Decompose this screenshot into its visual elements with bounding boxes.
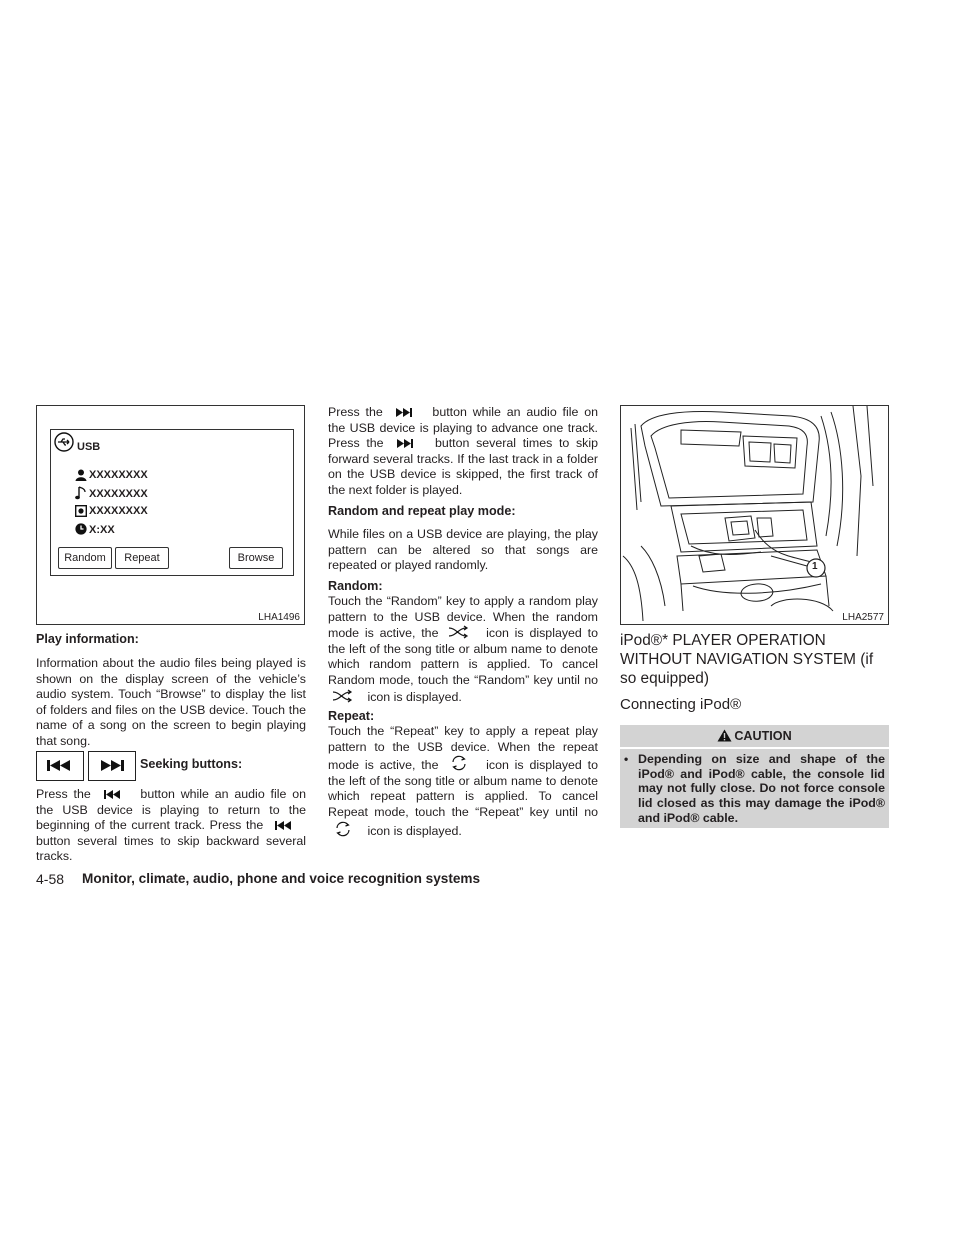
skip-back-inline-icon <box>103 789 121 800</box>
repeat-icon <box>334 821 352 837</box>
random-button[interactable]: Random <box>58 547 112 569</box>
console-illustration <box>620 405 889 625</box>
console-drawing <box>621 406 889 625</box>
browse-button[interactable]: Browse <box>229 547 283 569</box>
bullet-icon: • <box>624 752 629 766</box>
song-name: XXXXXXXX <box>89 488 148 500</box>
usb-display-figure <box>36 405 305 625</box>
skip-forward-inline-icon <box>396 438 414 449</box>
random-text: Touch the “Random” key to apply a random play pattern to the USB device. When the random mode is active, the icon is displayed to the left of the song title or album name to denote which random pattern is applied. To cancel Random mode, touch the “Random” key until no icon is displayed. <box>328 594 598 704</box>
random-heading: Random: <box>328 579 383 593</box>
random-icon <box>448 625 470 639</box>
seek-back-button <box>36 751 84 781</box>
skip-forward-icon <box>89 752 134 779</box>
fast-forward-text: Press the button while an audio file on the USB device is playing to advance one track. Press the button several times to skip forward several tracks. If the last track in a folder on the USB device is skipped, the first track of the next folder is played. <box>328 405 599 497</box>
usb-screen <box>50 429 294 576</box>
page-number: 4-58 <box>36 871 65 887</box>
play-info-text: Information about the audio files being played is shown on the display screen of the vehicle’s audio system. Touch “Browse” to display the list of folders and files on the USB device. Touch the name of a song on the screen to begin playing that song. <box>36 656 306 748</box>
album-name: XXXXXXXX <box>89 505 148 517</box>
music-note-icon <box>75 486 87 500</box>
figure-label: LHA1496 <box>258 612 300 623</box>
usb-icon <box>54 432 74 452</box>
chapter-title: Monitor, climate, audio, phone and voice recognition systems <box>82 871 481 886</box>
skip-back-inline-icon <box>274 820 292 831</box>
seek-text: Press the button while an audio file on the USB device is playing to return to the beginning of the current track. Press the button several times to skip backward several tracks. <box>36 787 306 864</box>
caution-header <box>620 725 889 745</box>
caution-divider <box>620 747 889 749</box>
caution-text: Depending on size and shape of the iPod® and iPod® cable, the console lid may not fully close. Do not force console lid closed as this may damage the iPod® and iPod® cable. <box>638 752 885 825</box>
repeat-icon <box>450 755 468 771</box>
artist-icon <box>75 469 87 481</box>
clock-icon <box>75 523 87 535</box>
album-icon <box>75 505 87 517</box>
caution-heading: CAUTION <box>734 729 792 743</box>
repeat-heading: Repeat: <box>328 709 375 723</box>
figure-label: LHA2577 <box>842 612 884 623</box>
play-time: X:XX <box>89 524 115 536</box>
play-info-heading: Play information: <box>36 632 139 646</box>
repeat-text: Touch the “Repeat” key to apply a repeat play pattern to the USB device. When the repeat mode is active, the icon is displayed to the left of the song title or album name to denote which repeat pattern is applied. To cancel Repeat mode, touch the “Repeat” key until no icon is displayed. <box>328 724 598 838</box>
usb-label: USB <box>77 441 101 453</box>
random-repeat-heading: Random and repeat play mode: <box>328 504 516 518</box>
random-icon <box>332 689 354 703</box>
warning-icon <box>717 729 732 742</box>
skip-forward-inline-icon <box>395 407 413 418</box>
caution-box <box>620 725 889 828</box>
callout-number: 1 <box>812 561 818 572</box>
subsection-title: Connecting iPod® <box>620 696 742 713</box>
artist-name: XXXXXXXX <box>89 469 148 481</box>
section-title: iPod®* PLAYER OPERATION WITHOUT NAVIGATION SYSTEM (if so equipped) <box>620 632 874 687</box>
seek-heading: Seeking buttons: <box>140 757 243 771</box>
seek-forward-button <box>88 751 136 781</box>
repeat-button[interactable]: Repeat <box>115 547 169 569</box>
random-repeat-text: While files on a USB device are playing, the play pattern can be altered so that songs are repeated or played randomly. <box>328 527 598 573</box>
skip-back-icon <box>37 752 82 779</box>
